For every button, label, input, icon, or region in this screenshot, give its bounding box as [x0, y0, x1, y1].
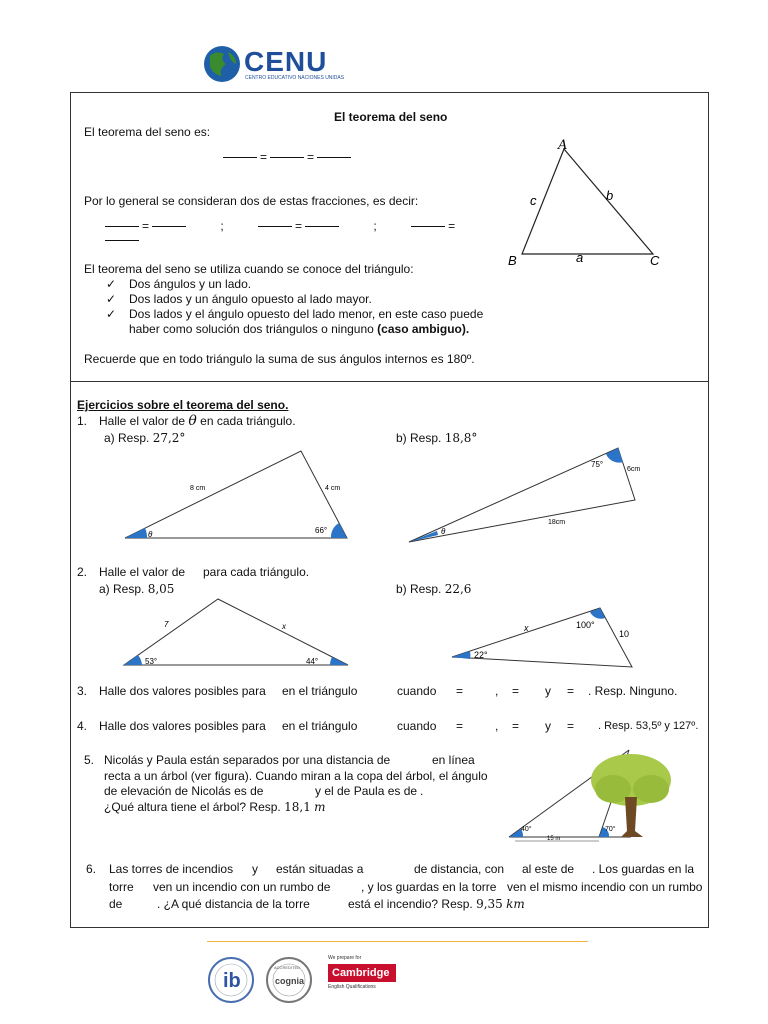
ex2-text-b: para cada triángulo. — [203, 565, 310, 579]
ex1a-triangle — [115, 445, 355, 545]
ex2b-angle2: 22° — [474, 650, 488, 660]
exercises-heading: Ejercicios sobre el teorema del seno. — [77, 398, 289, 412]
ex1b-triangle — [405, 445, 645, 545]
ex5-number: 5. — [84, 753, 95, 767]
fraction-pairs: = ; = ; = — [102, 219, 482, 247]
ex1a-angle: 66° — [315, 526, 328, 535]
ex3-eq3: = — [567, 684, 575, 698]
ex5-angle2: 70° — [605, 826, 616, 833]
ex6-line2b: ven un incendio con un rumbo de — [153, 880, 331, 894]
cognia-top-text: ACCREDITED — [274, 965, 301, 970]
ex2b-side1: x — [524, 623, 529, 633]
cambridge-badge: Cambridge — [328, 964, 396, 982]
ex2b-triangle — [448, 603, 638, 673]
ib-logo — [206, 955, 256, 1005]
ex1b-theta: θ — [441, 527, 446, 536]
theory-usually: Por lo general se consideran dos de estas fracciones, es decir: — [84, 194, 419, 208]
theory-intro: El teorema del seno es: — [84, 125, 211, 139]
ex3-resp: . Resp. Ninguno. — [588, 684, 678, 698]
ex1a-side2: 4 cm — [325, 485, 341, 492]
case-1: Dos ángulos y un lado. — [129, 277, 252, 291]
ex1-text: Halle el valor de θ en cada triángulo. — [99, 413, 296, 429]
ex4-comma: , — [495, 719, 499, 733]
ex4-text: Halle dos valores posibles para — [99, 719, 266, 733]
cognia-text: cognia — [275, 976, 305, 986]
vertex-a-label: A — [558, 138, 568, 153]
ex5-line2: recta a un árbol (ver figura). Cuando miran a la copa del árbol, el ángulo — [104, 769, 488, 783]
ex4-and: y — [545, 719, 551, 733]
cambridge-logo — [328, 955, 408, 1000]
ex3-number: 3. — [77, 684, 88, 698]
ex6-line2a: torre — [109, 880, 134, 894]
ex4-eq2: = — [512, 719, 520, 733]
ex1a-answer: a) Resp. 27,2° — [104, 431, 186, 445]
ex4-resp: . Resp. 53,5º y 127º. — [598, 720, 699, 732]
check-icon: ✓ — [106, 277, 117, 291]
ex6-line1b: y — [252, 862, 258, 876]
ex6-line3c: está el incendio? Resp. 9,35 km — [348, 897, 525, 911]
ex6-line3a: de — [109, 897, 123, 911]
ex6-line1e: al este de — [522, 862, 575, 876]
ib-text: ib — [223, 970, 241, 992]
ex6-line1d: de distancia, con — [414, 862, 505, 876]
theory-used-when: El teorema del seno se utiliza cuando se conoce del triángulo: — [84, 262, 414, 276]
side-c-label: c — [530, 193, 537, 208]
ex5-line1b: en línea — [432, 753, 475, 767]
ex6-line2d: ven el mismo incendio con un rumbo — [507, 880, 703, 894]
logo-brand: CENU — [244, 46, 328, 77]
check-icon: ✓ — [106, 307, 117, 321]
ex5-line3a: de elevación de Nicolás es de — [104, 784, 264, 798]
vertex-b-label: B — [508, 253, 517, 268]
ex3-in: en el triángulo — [282, 684, 358, 698]
ex5-dist: 15 m — [547, 836, 561, 842]
ex2a-answer: a) Resp. 8,05 — [99, 582, 175, 596]
ex6-line3b: . ¿A qué distancia de la torre — [157, 897, 310, 911]
ex5-line4: ¿Qué altura tiene el árbol? Resp. 18,1 m — [104, 800, 326, 814]
theory-title: El teorema del seno — [334, 110, 448, 124]
ex5-angle1: 40° — [521, 826, 532, 833]
ex4-when: cuando — [397, 719, 437, 733]
side-a-label: a — [576, 250, 584, 265]
ex2b-answer: b) Resp. 22,6 — [396, 582, 472, 596]
ex2b-side2: 10 — [619, 629, 630, 639]
ex1-number: 1. — [77, 414, 88, 428]
ex3-eq2: = — [512, 684, 520, 698]
ex2a-side2: x — [282, 622, 286, 631]
side-b-label: b — [606, 188, 614, 203]
ex3-text: Halle dos valores posibles para — [99, 684, 266, 698]
ex1a-theta: θ — [148, 530, 153, 539]
ex4-in: en el triángulo — [282, 719, 358, 733]
cambridge-small: We prepare for — [328, 955, 362, 961]
ex1b-side2: 18cm — [548, 519, 566, 526]
ex2b-angle1: 100° — [576, 620, 595, 630]
case-3: Dos lados y el ángulo opuesto del lado menor, en este caso puede — [129, 307, 484, 321]
ex2a-angle2: 44° — [306, 657, 319, 666]
ex3-when: cuando — [397, 684, 437, 698]
cognia-logo — [263, 955, 315, 1005]
ex3-and: y — [545, 684, 551, 698]
ex6-line2c: , y los guardas en la torre — [361, 880, 497, 894]
footer-line — [207, 941, 588, 942]
ex5-line3b: y el de Paula es de — [315, 784, 418, 798]
cambridge-sub: English Qualifications — [328, 984, 376, 990]
ex1b-answer: b) Resp. 18,8° — [396, 431, 478, 445]
ex3-eq1: = — [456, 684, 464, 698]
ex4-eq3: = — [567, 719, 575, 733]
ex1b-angle: 75° — [591, 460, 604, 469]
case-3-line2: haber como solución dos triángulos o ninguno (caso ambiguo). — [129, 322, 470, 336]
ex6-number: 6. — [86, 862, 97, 876]
ex2-text-a: Halle el valor de — [99, 565, 186, 579]
ex3-comma: , — [495, 684, 499, 698]
ex2a-angle1: 53° — [145, 657, 158, 666]
ex2a-side1: 7 — [164, 620, 169, 629]
logo — [200, 44, 360, 84]
ex6-line1f: . Los guardas en la — [592, 862, 695, 876]
case-2: Dos lados y un ángulo opuesto al lado mayor. — [129, 292, 372, 306]
ex1b-side1: 6cm — [627, 466, 641, 473]
vertex-c-label: C — [650, 253, 660, 268]
ex5-line1a: Nicolás y Paula están separados por una distancia de — [104, 753, 391, 767]
ex6-line1a: Las torres de incendios — [109, 862, 234, 876]
ex4-eq1: = — [456, 719, 464, 733]
ex2a-triangle — [118, 595, 353, 670]
ex2-number: 2. — [77, 565, 88, 579]
check-icon: ✓ — [106, 292, 117, 306]
ex5-tree-figure — [505, 745, 675, 845]
ex4-number: 4. — [77, 719, 88, 733]
ex6-line1c: están situadas a — [276, 862, 364, 876]
theory-remember: Recuerde que en todo triángulo la suma de sus ángulos internos es 180º. — [84, 352, 475, 366]
fraction-equation: = = — [220, 150, 354, 164]
section-divider — [70, 381, 708, 382]
theory-triangle — [500, 135, 670, 270]
logo-subtitle: CENTRO EDUCATIVO NACIONES UNIDAS — [245, 75, 345, 81]
ex5-line3c: . — [420, 784, 424, 798]
ex1a-side1: 8 cm — [190, 485, 206, 492]
